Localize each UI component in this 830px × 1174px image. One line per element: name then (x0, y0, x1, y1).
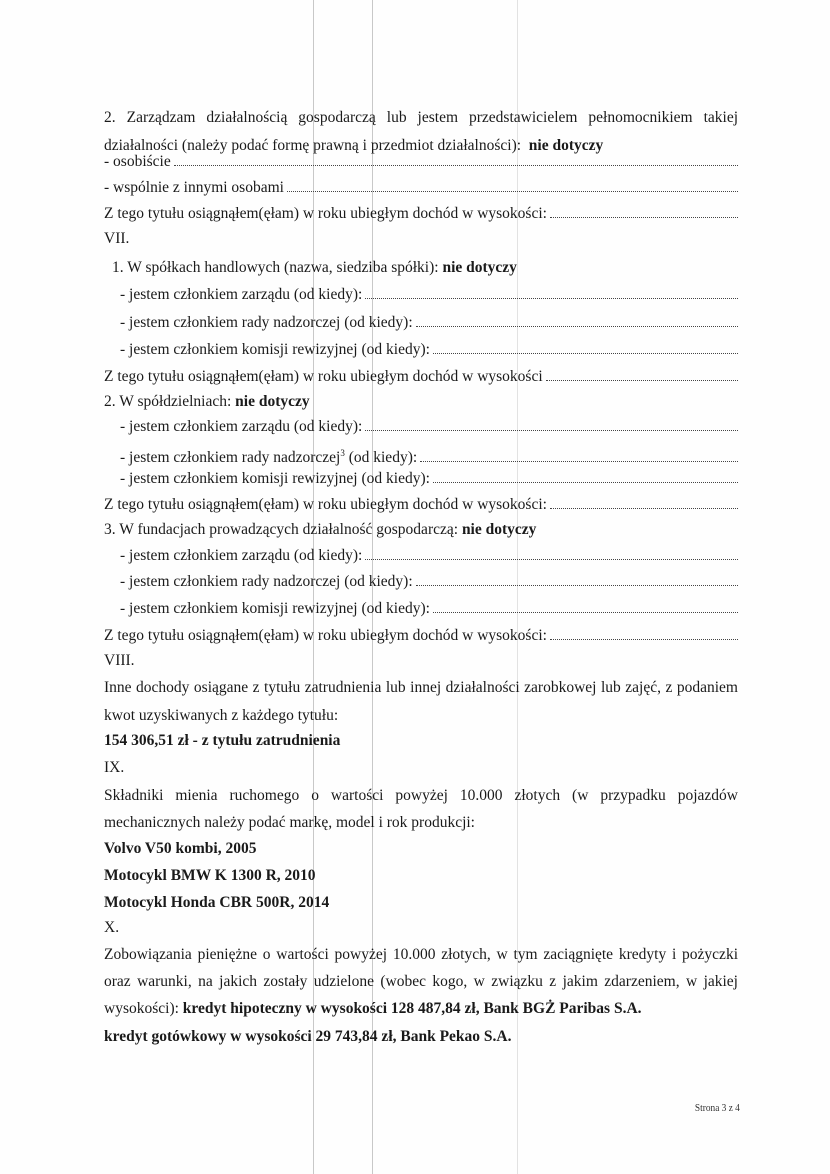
sec7-p3-income (104, 625, 738, 647)
sec6-line1: 2. Zarządzam działalnością gospodarczą lub jestem przedstawicielem pełnomocnikiem takiej (104, 109, 738, 126)
sec7-p3-item (120, 571, 738, 593)
sec7-heading: VII. (104, 230, 130, 247)
field-label: - jestem członkiem zarządu (od kiedy): (120, 418, 363, 435)
field-label: - wspólnie z innymi osobami (104, 179, 284, 196)
sec9-line1: Składniki mienia ruchomego o wartości powyżej 10.000 złotych (w przypadku pojazdów (104, 787, 738, 804)
field-label: - jestem członkiem rady nadzorczej (od kiedy): (120, 573, 413, 590)
dotted-leader (433, 468, 738, 483)
sec10-line1: Zobowiązania pieniężne o wartości powyżej 10.000 złotych, w tym zaciągnięte kredyty i pożyczki (104, 946, 738, 963)
sec7-p3-item (120, 598, 738, 620)
dotted-leader (433, 339, 738, 354)
dotted-leader (287, 177, 738, 192)
field-label: - osobiście (104, 153, 171, 170)
sec6-wspolnie (104, 177, 738, 199)
sec10-heading: X. (104, 919, 120, 936)
answer: nie dotyczy (461, 521, 537, 538)
sec8-line2: kwot uzyskiwanych z każdego tytułu: (104, 707, 339, 724)
dotted-leader (550, 625, 738, 640)
sec9-item: Motocykl Honda CBR 500R, 2014 (104, 894, 330, 911)
question: 3. W fundacjach prowadzących działalność gospodarczą: (104, 521, 459, 538)
dotted-leader (550, 203, 738, 218)
sec10-line2: oraz warunki, na jakich zostały udzielone (wobec kogo, w związku z jakim zdarzeniem, w jakiej (104, 973, 738, 990)
page-number: Strona 3 z 4 (695, 1102, 740, 1114)
sec7-p1-item (120, 339, 738, 361)
dotted-leader (420, 447, 738, 462)
sec9-item: Volvo V50 kombi, 2005 (104, 840, 257, 857)
dotted-leader (433, 598, 738, 613)
sec7-p2-income (104, 494, 738, 516)
dotted-leader (550, 494, 738, 509)
field-label: - jestem członkiem komisji rewizyjnej (od kiedy): (120, 600, 430, 617)
question: 1. W spółkach handlowych (nazwa, siedziba spółki): (112, 259, 439, 276)
sec10-answer2: kredyt gotówkowy w wysokości 29 743,84 zł, Bank Pekao S.A. (104, 1028, 512, 1045)
sec8-answer: 154 306,51 zł - z tytułu zatrudnienia (104, 732, 341, 749)
label-text: - jestem członkiem rady nadzorczej (120, 449, 341, 467)
answer: nie dotyczy (442, 259, 517, 276)
sec7-p1-label (112, 257, 738, 279)
footnote-ref: 3 (340, 448, 345, 458)
field-label: Z tego tytułu osiągnąłem(ęłam) w roku ubiegłym dochód w wysokości: (104, 205, 547, 222)
field-label: - jestem członkiem komisji rewizyjnej (od kiedy): (120, 341, 430, 358)
sec7-p2-item (120, 416, 738, 438)
sec6-question: działalności (należy podać formę prawną i przedmiot działalności): (104, 137, 522, 154)
sec10-line3 (104, 998, 738, 1020)
field-label: - jestem członkiem zarządu (od kiedy): (120, 547, 363, 564)
sec9-heading: IX. (104, 759, 125, 776)
dotted-leader (546, 366, 738, 381)
sec7-p3-label (104, 519, 738, 541)
question: wysokości): (104, 1000, 179, 1017)
field-label: - jestem członkiem rady nadzorczej (od kiedy): (120, 314, 413, 331)
answer: nie dotyczy (235, 393, 310, 410)
sec7-p2-item (120, 442, 738, 467)
sec7-p2-item (120, 468, 738, 490)
sec8-line1: Inne dochody osiągane z tytułu zatrudnienia lub innej działalności zarobkowej lub zajęć, z podaniem (104, 679, 738, 696)
field-label (120, 442, 417, 469)
sec7-p3-item (120, 545, 738, 567)
answer: kredyt hipoteczny w wysokości 128 487,84 zł, Bank BGŻ Paribas S.A. (182, 1000, 642, 1017)
sec6-osobiscie (104, 151, 738, 173)
dotted-leader (174, 151, 738, 166)
sec8-heading: VIII. (104, 652, 135, 669)
sec6-answer: nie dotyczy (528, 137, 604, 154)
field-label: Z tego tytułu osiągnąłem(ęłam) w roku ubiegłym dochód w wysokości (104, 368, 543, 385)
dotted-leader (416, 312, 738, 327)
sec9-line2: mechanicznych należy podać markę, model i rok produkcji: (104, 814, 475, 831)
dotted-leader (365, 416, 738, 431)
sec7-p1-item (120, 284, 738, 306)
dotted-leader (365, 284, 738, 299)
question: 2. W spółdzielniach: (104, 393, 232, 410)
field-label: - jestem członkiem zarządu (od kiedy): (120, 286, 363, 303)
field-label: - jestem członkiem komisji rewizyjnej (od kiedy): (120, 470, 430, 487)
dotted-leader (416, 571, 738, 586)
sec7-p1-item (120, 312, 738, 334)
field-label: Z tego tytułu osiągnąłem(ęłam) w roku ubiegłym dochód w wysokości: (104, 627, 547, 644)
sec7-p1-income (104, 366, 738, 388)
sec7-p2-label (104, 391, 738, 413)
sec9-item: Motocykl BMW K 1300 R, 2010 (104, 867, 316, 884)
label-text: (od kiedy): (344, 449, 418, 467)
field-label: Z tego tytułu osiągnąłem(ęłam) w roku ubiegłym dochód w wysokości: (104, 496, 547, 513)
dotted-leader (365, 545, 738, 560)
sec6-income (104, 203, 738, 225)
